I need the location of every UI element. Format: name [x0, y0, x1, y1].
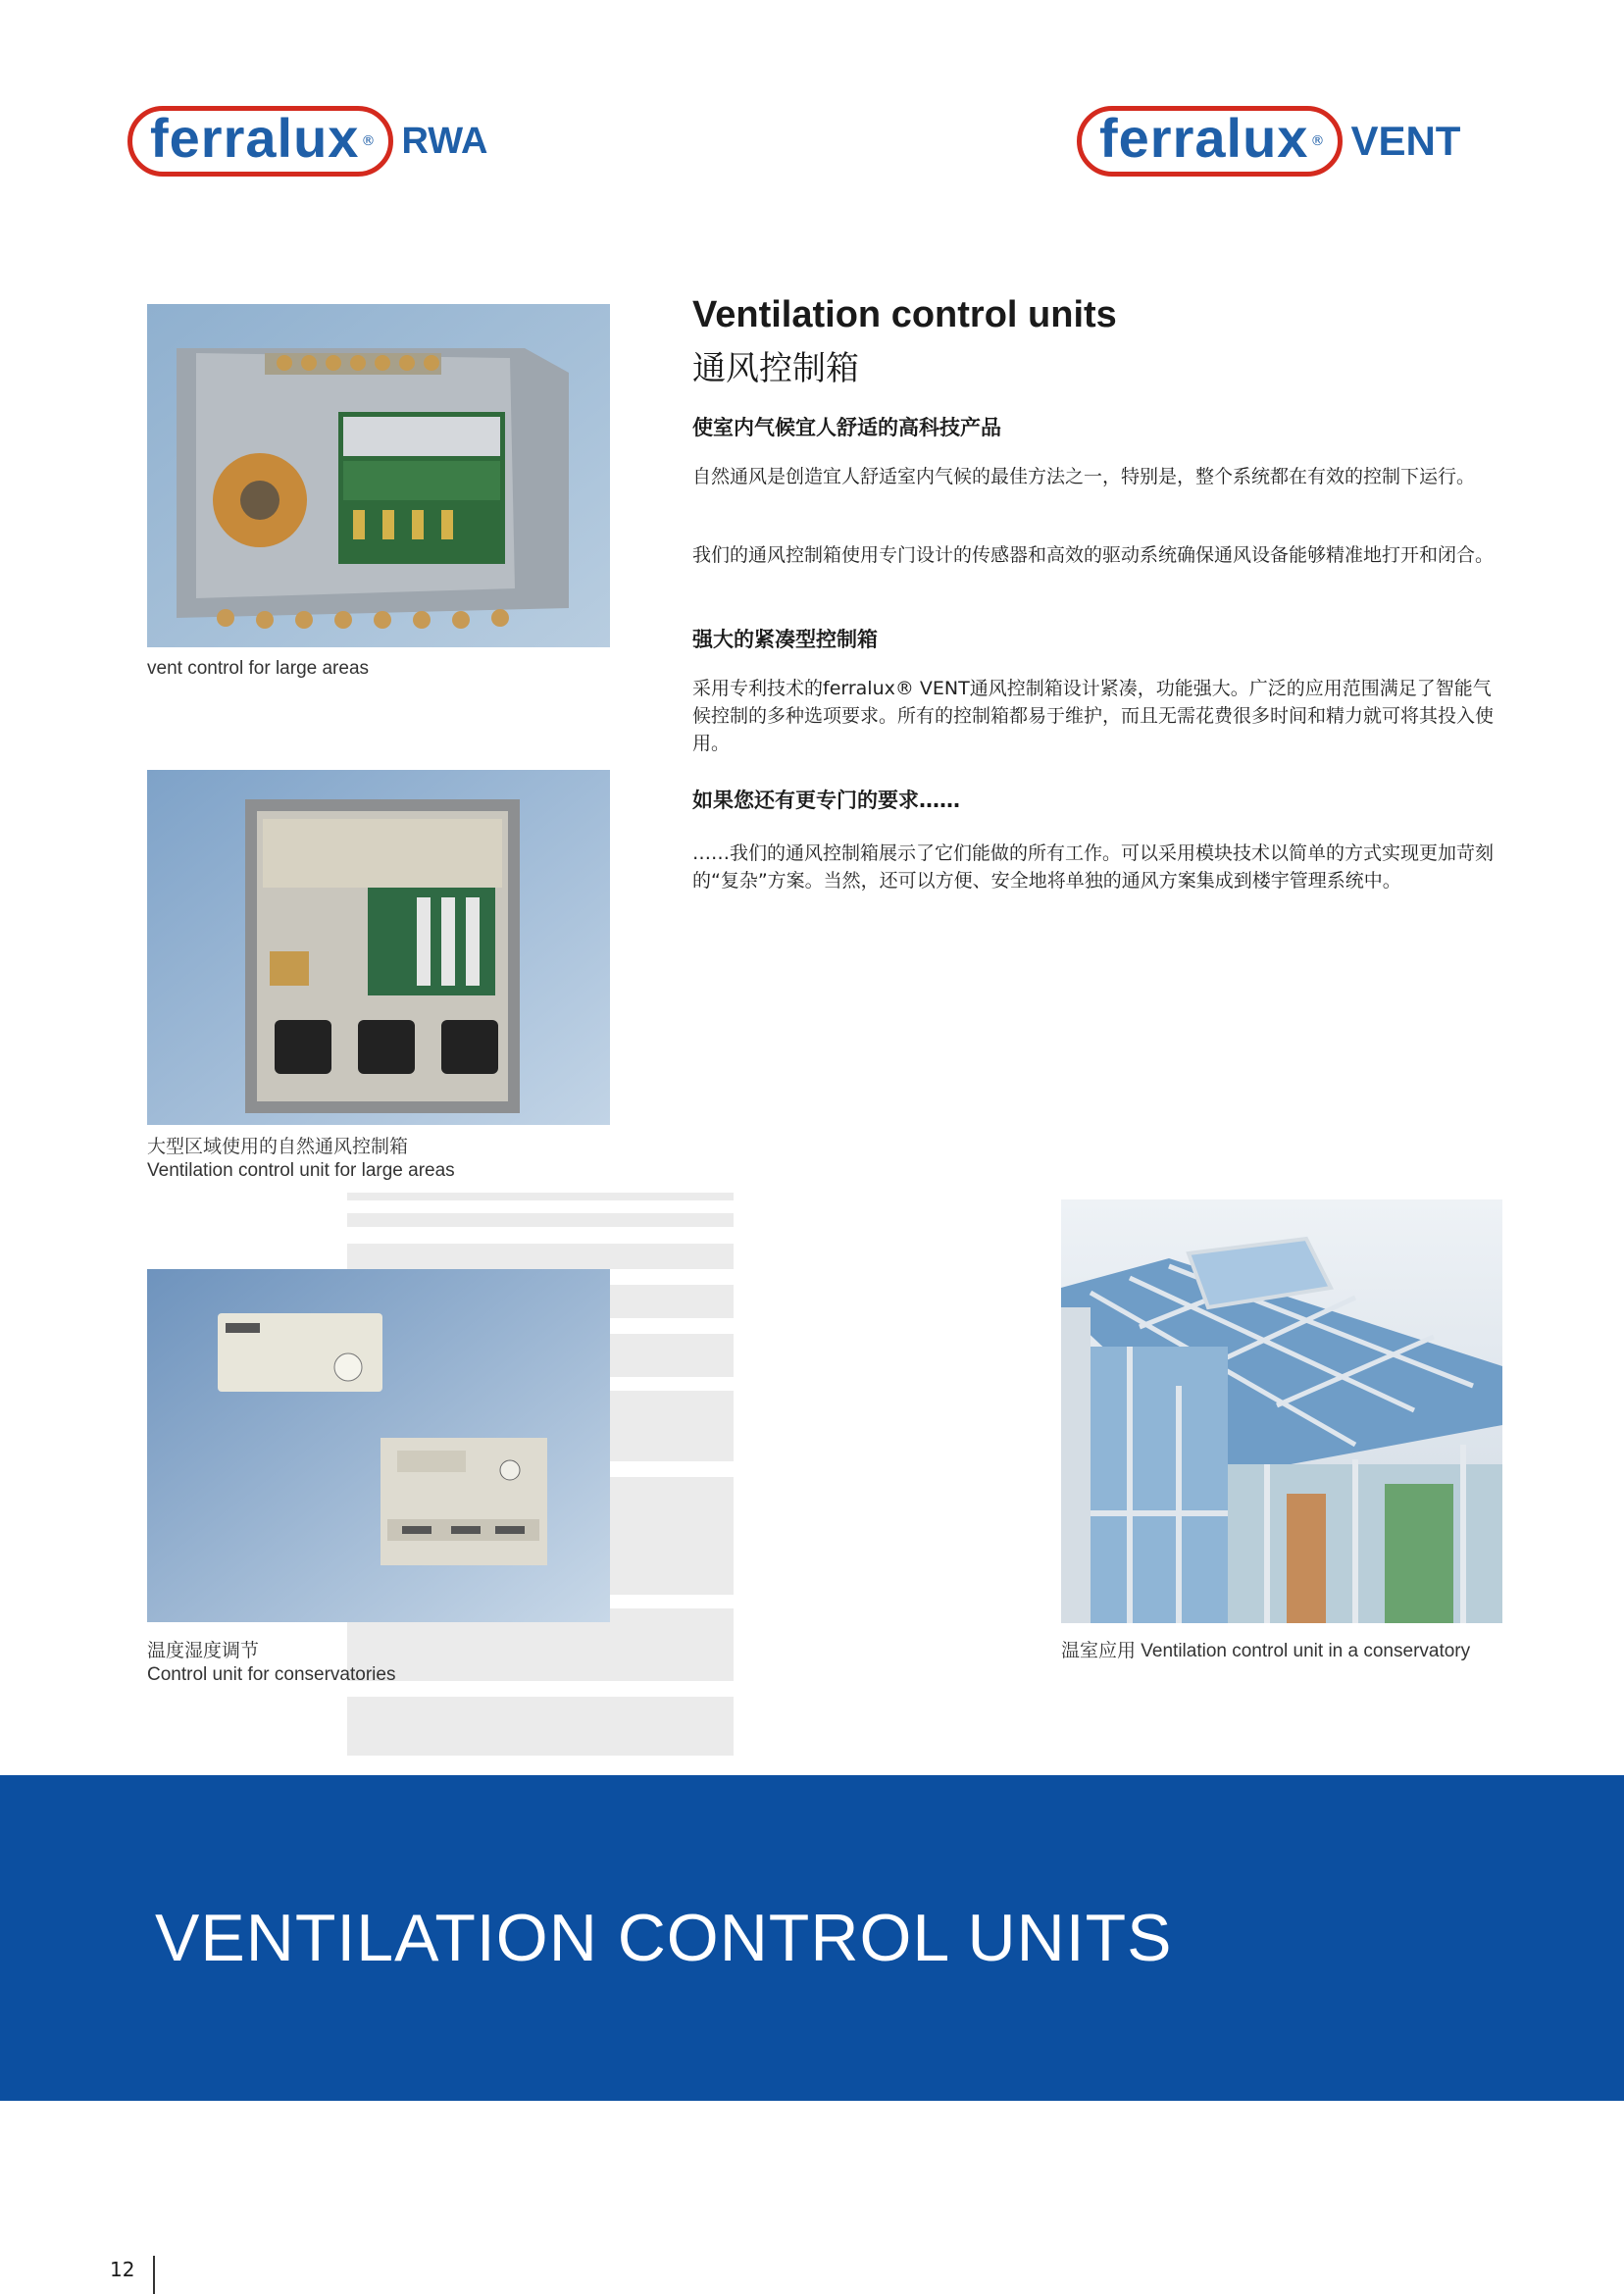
caption-photo2-cn: 大型区域使用的自然通风控制箱: [147, 1137, 409, 1157]
logo-suffix-rwa: RWA: [401, 121, 488, 162]
caption-photo1: vent control for large areas: [147, 658, 370, 679]
banner-title: VENTILATION CONTROL UNITS: [155, 1901, 1173, 1975]
logo-reg-mark: ®: [1310, 133, 1325, 149]
decor-strip: [347, 1244, 734, 1269]
logo-ring: [1077, 106, 1343, 177]
logo-word: ferralux: [1099, 107, 1309, 169]
section-title: 强大的紧凑型控制箱: [692, 628, 878, 651]
heading-chinese: 通风控制箱: [692, 349, 859, 388]
section-paragraph: 自然通风是创造宜人舒适室内气候的最佳方法之一，特别是，整个系统都在有效的控制下运行。: [692, 466, 1476, 487]
caption-photo3-cn: 温度湿度调节: [147, 1641, 260, 1661]
section-paragraph: ……我们的通风控制箱展示了它们能做的所有工作。可以采用模块技术以简单的方式实现更加苛刻的“复杂”方案。当然，还可以方便、安全地将单独的通风方案集成到楼宇管理系统中。: [692, 842, 1495, 892]
logo-reg-mark: ®: [361, 133, 376, 149]
photo-conservatory-roof: [1061, 1199, 1502, 1623]
decor-strip: [347, 1697, 734, 1756]
photo-conservatory-controllers: [147, 1269, 610, 1622]
page-number-rule: [153, 2256, 155, 2294]
caption-photo4: 温室应用 Ventilation control unit in a conservatory: [1061, 1641, 1471, 1661]
caption-photo3-en: Control unit for conservatories: [147, 1664, 396, 1685]
photo-large-area-cabinet: [147, 770, 610, 1125]
section-title: 使室内气候宜人舒适的高科技产品: [692, 416, 1001, 439]
logo-word: ferralux: [150, 107, 360, 169]
caption-photo2-en: Ventilation control unit for large areas: [147, 1160, 455, 1181]
decor-strip: [347, 1213, 734, 1227]
logo-suffix-vent: VENT: [1350, 118, 1461, 164]
section-title: 如果您还有更专门的要求……: [692, 789, 960, 812]
section-paragraph: 我们的通风控制箱使用专门设计的传感器和高效的驱动系统确保通风设备能够精准地打开和闭合。: [692, 544, 1495, 566]
logo-ferralux-rwa: [127, 106, 487, 177]
logo-ferralux-vent: [1077, 106, 1460, 177]
section-paragraph: 采用专利技术的ferralux® VENT通风控制箱设计紧凑，功能强大。广泛的应用范围满足了智能气候控制的多种选项要求。所有的控制箱都易于维护，而且无需花费很多时间和精力就可将其投入使用。: [692, 678, 1495, 754]
decor-strip: [347, 1193, 734, 1200]
heading-english: Ventilation control units: [692, 294, 1117, 335]
logo-ring: [127, 106, 393, 177]
photo-vent-control-box: [147, 304, 610, 647]
page-number: 12: [110, 2258, 135, 2281]
